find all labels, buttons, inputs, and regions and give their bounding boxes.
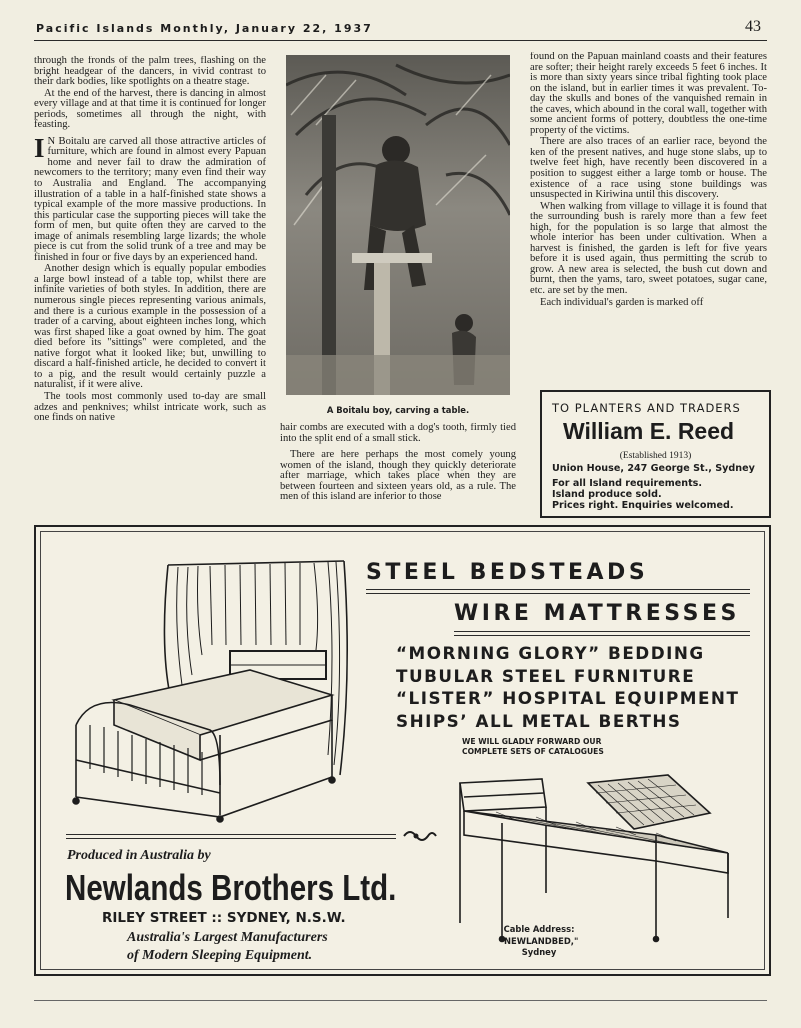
cable-label: Cable Address: xyxy=(503,924,575,934)
bedstead-illustration xyxy=(70,555,362,827)
tagline: of Modern Sleeping Equipment. xyxy=(127,948,313,963)
feature-line: TUBULAR STEEL FURNITURE xyxy=(396,666,696,686)
reed-established: (Established 1913) xyxy=(619,451,692,461)
paragraph: There are also traces of an earlier race, beyond the ken of the present natives, and huge stone slabs, up to twelve feet high, have recently been discovered in a position to suggest either a large tomb or house. The existence of a race using stone buildings was unsuspected in Kiriwina until this discovery. xyxy=(530,136,767,201)
catalogue-line: WE WILL GLADLY FORWARD OUR xyxy=(462,737,602,746)
ornament-icon xyxy=(402,828,438,844)
divider xyxy=(66,834,396,835)
divider xyxy=(454,631,750,632)
tagline: Australia's Largest Manufacturers xyxy=(127,930,328,945)
cable-address: "NEWLANDBED," xyxy=(499,936,579,946)
divider xyxy=(366,593,750,594)
cable-city: Sydney xyxy=(521,947,557,957)
newlands-advertisement xyxy=(34,525,771,976)
catalogue-line: COMPLETE SETS OF CATALOGUES xyxy=(462,747,604,756)
headline-wire-mattresses: WIRE MATTRESSES xyxy=(454,601,740,626)
running-header xyxy=(34,18,767,41)
article-column-2 xyxy=(280,423,516,519)
paragraph: At the end of the harvest, there is dancing in almost every village and at that time it is continued for longer periods, sometimes all through the night, with feasting. xyxy=(34,87,266,131)
drop-cap: I xyxy=(34,132,45,163)
headline-steel-bedsteads: STEEL BEDSTEADS xyxy=(366,560,649,585)
reed-company-name: William E. Reed xyxy=(563,418,735,444)
paragraph: The tools most commonly used to-day are small adzes and penknives; whilst intricate work, such as one finds on native xyxy=(34,390,266,424)
photo-illustration xyxy=(286,55,510,395)
reed-line: Island produce sold. xyxy=(552,489,662,500)
produced-by: Produced in Australia by xyxy=(67,848,211,863)
reed-advertisement xyxy=(540,390,771,518)
paragraph: found on the Papuan mainland coasts and their features are softer; their height rarely exceeds 5 feet 6 inches. It is more than sixty years since tribal fighting took place on the island, but in earlier times it was prevalent. To-day the skulls and bones of the vanquished remain in the caves, which abound in the coral wall, together with some ancient forms of pottery, doubtless the one-time property of the victims. xyxy=(530,52,767,136)
reed-audience: TO PLANTERS AND TRADERS xyxy=(552,401,741,415)
photo-caption: A Boitalu boy, carving a table. xyxy=(326,405,470,415)
feature-line: “LISTER” HOSPITAL EQUIPMENT xyxy=(396,688,740,708)
article-column-3 xyxy=(530,52,767,384)
page-bottom-rule xyxy=(34,1000,767,1001)
boitalu-boy-photo xyxy=(286,55,510,395)
page-number: 43 xyxy=(745,18,761,35)
article-column-1 xyxy=(34,56,266,518)
divider xyxy=(454,635,750,636)
paragraph: I N Boitalu are carved all those attractive articles of furniture, which are found in almost every Papuan home and never fail to draw the admiration of newcomers to the territory; many even find their way to Australia and England. The accompanying illustration of a table in a half-finished state shows a typical example of the more massive productions. In this particular case the supporting pieces will take the form of men, but quite often they are carved to the image of animals resembling large lizards; the whole piece is cut from the solid trunk of a tree and may be finished in four or five days by an experienced hand. xyxy=(34,132,266,263)
reed-line: For all Island requirements. xyxy=(552,478,703,489)
camp-bed-illustration xyxy=(456,763,742,943)
paragraph: Each individual's garden is marked off xyxy=(540,296,704,308)
reed-line: Prices right. Enquiries welcomed. xyxy=(552,500,734,511)
paragraph: through the fronds of the palm trees, flashing on the bright headgear of the dancers, in vivid contrast to their dark bodies, like spotlights on a theatre stage. xyxy=(34,56,266,88)
reed-address: Union House, 247 George St., Sydney xyxy=(552,463,755,474)
paragraph: There are here perhaps the most comely young women of the island, though they quickly deteriorate after marriage, which takes place when they are between fourteen and sixteen years old, as a rule. The men of this island are inferior to those xyxy=(280,449,516,503)
paragraph: When walking from village to village it is found that the surrounding bush is rarely more than a few feet high, for the population is so large that almost the whole interior has been under cultivation. When a harvest is finished, the garden is left for five years before it is used again, thus permitting the scrub to grow. A new area is selected, the bush cut down and burnt, then the yams, taro, sweet potatoes, sugar cane, etc. are set by the men. xyxy=(530,200,767,297)
publication-title: Pacific Islands Monthly, January 22, 1937 xyxy=(36,22,373,35)
divider xyxy=(66,838,396,839)
feature-line: “MORNING GLORY” BEDDING xyxy=(396,643,705,663)
company-name: Newlands Brothers Ltd. xyxy=(65,867,397,908)
feature-line: SHIPS’ ALL METAL BERTHS xyxy=(396,711,682,731)
company-address: RILEY STREET :: SYDNEY, N.S.W. xyxy=(102,910,346,926)
paragraph: hair combs are executed with a dog's tooth, firmly tied into the split end of a small stick. xyxy=(280,423,516,444)
paragraph: Another design which is equally popular embodies a large bowl instead of a table top, whilst there are infinite varieties of both styles. In addition, there are numerous single pieces representing various animals, and there is a curious example in the possession of a trader of a carving, about eighteen inches long, which was first shaped like a goat owned by him. The goat died before its "sittings" were completed, and the native forgot what it looked like; but, unwilling to discard a half-finished article, he decided to convert it to a pig, and the result would certainly puzzle a naturalist, if it were alive. xyxy=(34,263,266,391)
divider xyxy=(366,589,750,590)
